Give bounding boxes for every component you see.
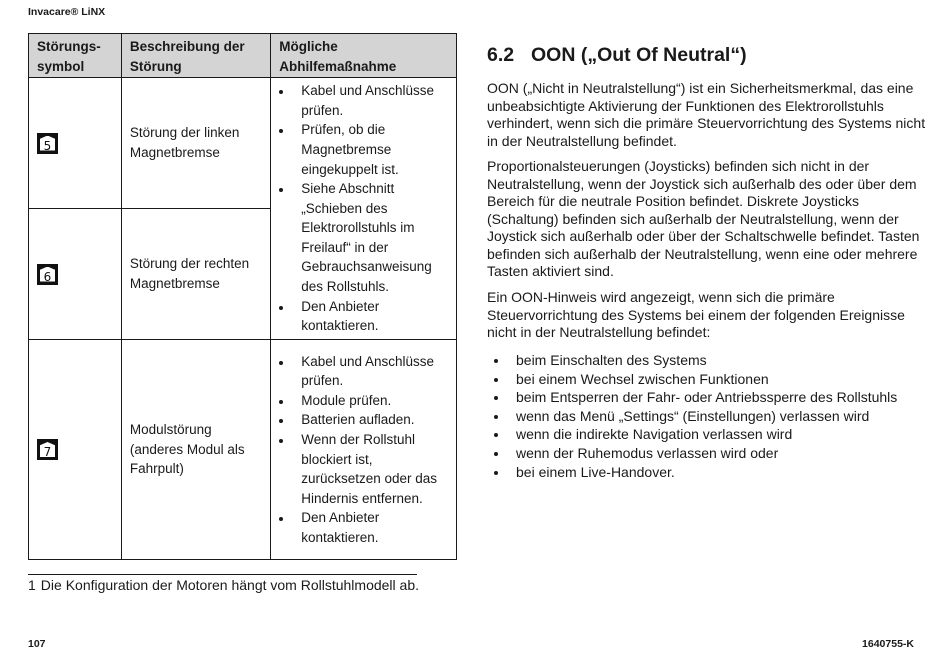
list-item: • Kabel und Anschlüsse prüfen. <box>293 81 448 120</box>
list-item: • Den Anbieter kontaktieren. <box>293 297 448 336</box>
footnote-divider <box>28 574 417 575</box>
remedy-cell-module <box>271 340 457 560</box>
paragraph-joysticks: Proportionalsteuerungen (Joysticks) befinden sich nicht in der Neutralstellung, wenn der Joystick sich außerhalb des oder über dem Bereich für die neutrale Position befindet. Diskrete Joysticks (Schaltung) befinden sich außerhalb der Neutralstellung, wenn der Joystick sich außerhalb oder über der Schaltschwelle befindet. Tasten befinden sich außerhalb der Neutralstellung, wenn eine oder mehrere Tasten aktiviert sind. <box>487 158 920 279</box>
description-cell: Störung der rechten Magnetbremse <box>121 209 270 340</box>
document-number: 1640755-K <box>862 638 914 650</box>
list-item: • Batterien aufladen. <box>293 410 448 430</box>
symbol-cell <box>29 209 122 340</box>
remedy-list <box>279 352 448 548</box>
list-item: • beim Entsperren der Fahr- oder Antriebssperre des Rollstuhls <box>509 388 929 407</box>
symbol-cell <box>29 340 122 560</box>
fault-7-icon: 7 <box>37 439 58 460</box>
footnote-text: Die Konfiguration der Motoren hängt vom Rollstuhlmodell ab. <box>40 577 420 593</box>
list-item: • beim Einschalten des Systems <box>509 351 929 370</box>
fault-5-icon: 5 <box>37 133 58 154</box>
symbol-cell <box>29 78 122 209</box>
header-fault-symbol: Störungs-symbol <box>29 34 122 78</box>
remedy-cell-brakes <box>271 78 457 340</box>
fault-6-icon: 6 <box>37 264 58 285</box>
footnote-number: 1 <box>28 577 36 593</box>
footnote <box>28 577 419 593</box>
list-item: • Prüfen, ob die Magnetbremse eingekuppelt ist. <box>293 120 448 179</box>
remedy-list <box>279 81 448 336</box>
description-cell: Modulstörung (anderes Modul als Fahrpult) <box>121 340 270 560</box>
list-item: • Wenn der Rollstuhl blockiert ist, zurücksetzen oder das Hindernis entfernen. <box>293 430 448 508</box>
paragraph-intro: OON („Nicht in Neutralstellung“) ist ein Sicherheitsmerkmal, das eine unbeabsichtigte Aktivierung der Funktionen des Elektrorollstuhls verhindert, wenn sich die primäre Steuervorrichtung des Systems nicht in der Neutralstellung befindet. <box>487 80 926 149</box>
list-item: • Siehe Abschnitt „Schieben des Elektrorollstuhls im Freilauf“ in der Gebrauchsanweisung des Rollstuhls. <box>293 179 448 297</box>
table-row <box>29 78 457 209</box>
event-list <box>487 351 929 481</box>
list-item: • bei einem Wechsel zwischen Funktionen <box>509 370 929 389</box>
list-item: • Module prüfen. <box>293 391 448 411</box>
fault-table <box>28 33 457 560</box>
list-item: • wenn die indirekte Navigation verlassen wird <box>509 425 929 444</box>
paragraph-oon-notice: Ein OON-Hinweis wird angezeigt, wenn sich die primäre Steuervorrichtung des Systems bei einem der folgenden Ereignisse nicht in der Neutralstellung befindet: <box>487 289 905 340</box>
section-number: 6.2 <box>487 44 515 66</box>
description-cell: Störung der linken Magnetbremse <box>121 78 270 209</box>
table-row <box>29 340 457 560</box>
list-item: • bei einem Live-Handover. <box>509 463 929 482</box>
table-header-row <box>29 34 457 78</box>
list-item: • Den Anbieter kontaktieren. <box>293 508 448 547</box>
document-header: Invacare® LiNX <box>28 6 106 18</box>
list-item: • Kabel und Anschlüsse prüfen. <box>293 352 448 391</box>
section-heading <box>487 44 747 67</box>
list-item: • wenn das Menü „Settings“ (Einstellungen) verlassen wird <box>509 407 929 426</box>
header-fault-description: Beschreibung der Störung <box>121 34 270 78</box>
section-title: OON („Out Of Neutral“) <box>531 44 747 66</box>
header-remedy: Mögliche Abhilfemaßnahme <box>271 34 457 78</box>
list-item: • wenn der Ruhemodus verlassen wird oder <box>509 444 929 463</box>
page-number: 107 <box>28 638 46 650</box>
